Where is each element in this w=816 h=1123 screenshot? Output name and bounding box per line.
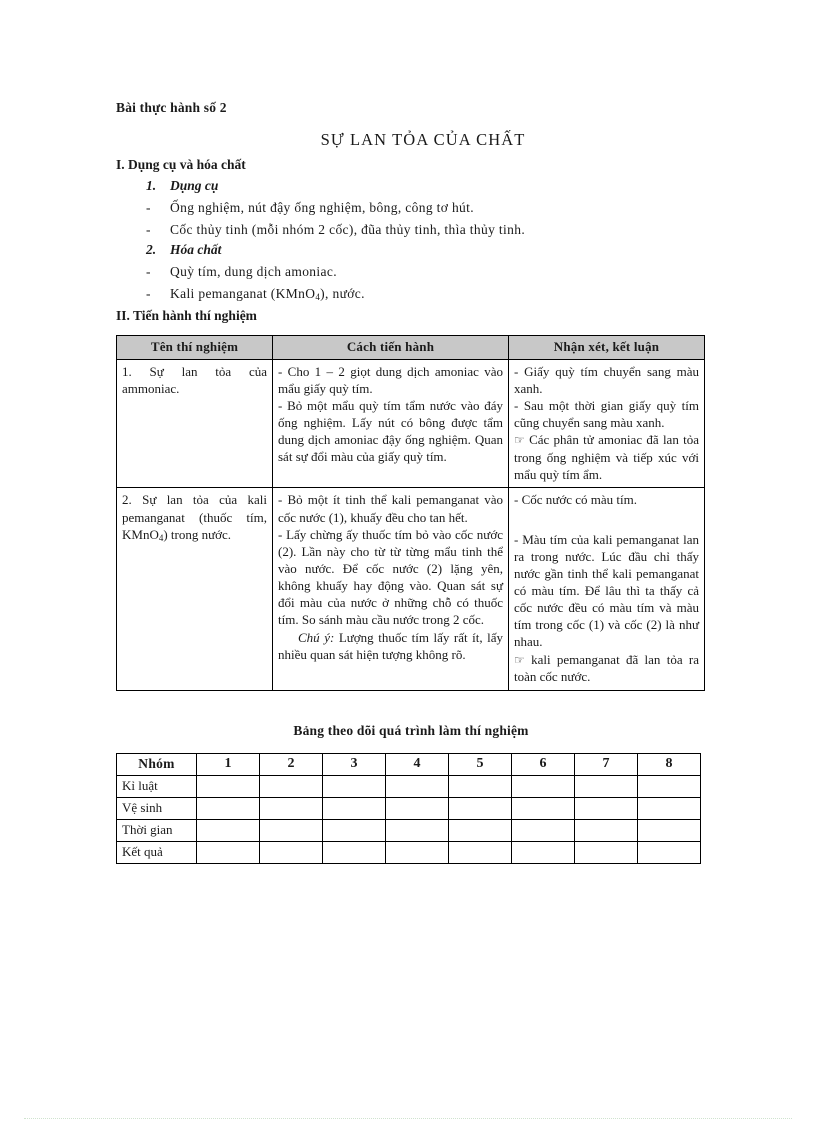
tracking-group-number: 6 (512, 753, 575, 775)
tracking-cell[interactable] (323, 819, 386, 841)
caution-line (278, 629, 503, 663)
subheading-chemicals-title: Hóa chất (170, 242, 222, 258)
list-item-text: Cốc thủy tinh (mỗi nhóm 2 cốc), đũa thủy tinh, thìa thủy tinh. (170, 221, 526, 237)
tracking-cell[interactable] (386, 775, 449, 797)
tracking-cell[interactable] (197, 819, 260, 841)
column-header-notes: Nhận xét, kết luận (509, 336, 705, 359)
tracking-cell[interactable] (449, 797, 512, 819)
list-item (116, 284, 706, 304)
tracking-cell[interactable] (323, 841, 386, 863)
subheading-chemicals (116, 241, 706, 260)
tracking-cell[interactable] (197, 775, 260, 797)
experiment-steps-cell (273, 359, 509, 488)
list-item-text-formula: Kali pemanganat (KMnO$_4$), nước. (170, 285, 365, 302)
note-text: - Cốc nước có màu tím. (514, 492, 637, 508)
table-row (117, 488, 705, 690)
tracking-cell[interactable] (260, 819, 323, 841)
list-item (116, 220, 706, 240)
tracking-group-number: 3 (323, 753, 386, 775)
caution-label: Chú ý: (298, 629, 335, 645)
bullet-dash: - (146, 264, 151, 280)
tracking-table (116, 753, 701, 864)
tracking-cell[interactable] (449, 841, 512, 863)
tracking-cell[interactable] (386, 819, 449, 841)
experiment-name-cell (117, 488, 273, 690)
subheading-apparatus-title: Dụng cụ (170, 178, 219, 194)
tracking-cell[interactable] (512, 797, 575, 819)
tracking-group-number: 8 (638, 753, 701, 775)
list-item (116, 262, 706, 282)
formula-subscript: 4 (315, 291, 321, 302)
tracking-row-label: Vệ sinh (117, 797, 197, 819)
conclusion-line (514, 651, 699, 686)
table-row (117, 775, 701, 797)
step-text: - Bỏ một mẩu quỳ tím tẩm nước vào đáy ống nghiệm. Lấy nút có bông được tẩm dung dịch amoniac đậy ống nghiệm. Quan sát sự đổi màu của giấy quỳ tím. (278, 397, 503, 465)
step-text: - Bỏ một ít tinh thể kali pemanganat vào cốc nước (1), khuấy đều cho tan hết. (278, 492, 503, 525)
tracking-cell[interactable] (512, 841, 575, 863)
step-text: - Lấy chừng ấy thuốc tím bỏ vào cốc nước (2). Lần này cho từ từ từng mẩu tinh thể vào nước. Để cốc nước (2) lặng yên, không khuấy hay động vào. Quan sát sự đổi màu của nước ở những chỗ có thuốc tím. So sánh màu cầu nước trong 2 cốc. (278, 526, 503, 628)
tracking-row-label: Kỉ luật (117, 775, 197, 797)
subheading-apparatus (116, 177, 706, 196)
list-item-text: Ống nghiệm, nút đậy ống nghiệm, bông, công tơ hút. (170, 200, 474, 216)
conclusion-text: kali pemanganat đã lan tỏa ra toàn cốc nước. (514, 651, 700, 685)
experiment-notes-cell (509, 359, 705, 488)
experiment-table (116, 335, 705, 690)
note-text: - Màu tím của kali pemanganat lan ra trong nước. Lúc đầu chỉ thấy nước gần tinh thể kali pemanganat có màu tím. Để lâu thì ta thấy cả cốc nước đều có màu tím và màu tím trong cốc (1) và cốc (2) là như nhau. (514, 531, 699, 650)
subheading-apparatus-number: 1. (146, 178, 157, 194)
worksheet-label: Bài thực hành số 2 (116, 100, 227, 115)
tracking-cell[interactable] (575, 775, 638, 797)
tracking-group-number: 5 (449, 753, 512, 775)
table-row (117, 359, 705, 488)
document-body (116, 100, 706, 864)
conclusion-text: Các phân tử amoniac đã lan tỏa trong ống nghiệm và tiếp xúc với mẩu quỳ tím ẩm. (514, 432, 699, 483)
scan-artifact-rule (24, 1118, 792, 1119)
tracking-row-label: Thời gian (117, 819, 197, 841)
section-heading-procedure: II. Tiến hành thí nghiệm (116, 308, 257, 324)
tracking-cell[interactable] (260, 775, 323, 797)
tracking-cell[interactable] (512, 775, 575, 797)
column-header-name: Tên thí nghiệm (117, 336, 273, 359)
tracking-cell[interactable] (386, 841, 449, 863)
list-item-text: Quỳ tím, dung dịch amoniac. (170, 264, 337, 280)
tracking-table-title: Bảng theo dõi quá trình làm thí nghiệm (293, 722, 529, 738)
tracking-cell[interactable] (512, 819, 575, 841)
conclusion-symbol-icon: ☞ (514, 652, 525, 667)
note-text: - Sau một thời gian giấy quỳ tím cũng chuyển sang màu xanh. (514, 397, 699, 431)
tracking-cell[interactable] (449, 819, 512, 841)
bullet-dash: - (146, 200, 151, 216)
tracking-group-number: 1 (197, 753, 260, 775)
page-title: SỰ LAN TỎA CỦA CHẤT (320, 130, 526, 150)
tracking-cell[interactable] (638, 841, 701, 863)
cell-spacer (514, 509, 699, 531)
section-heading-materials: I. Dụng cụ và hóa chất (116, 156, 246, 172)
bullet-dash: - (146, 285, 151, 301)
tracking-cell[interactable] (575, 819, 638, 841)
list-item (116, 198, 706, 218)
tracking-cell[interactable] (638, 797, 701, 819)
tracking-cell[interactable] (575, 841, 638, 863)
tracking-group-header: Nhóm (117, 753, 197, 775)
tracking-cell[interactable] (638, 819, 701, 841)
tracking-cell[interactable] (575, 797, 638, 819)
tracking-cell[interactable] (449, 775, 512, 797)
table-row (117, 841, 701, 863)
table-header-row (117, 336, 705, 359)
table-row (117, 797, 701, 819)
experiment-name-text: 1. Sự lan tỏa của ammoniac. (122, 363, 267, 396)
tracking-cell[interactable] (197, 797, 260, 819)
tracking-cell[interactable] (323, 775, 386, 797)
note-text: - Giấy quỳ tím chuyển sang màu xanh. (514, 363, 699, 396)
tracking-cell[interactable] (260, 797, 323, 819)
experiment-notes-cell (509, 488, 705, 690)
bullet-dash: - (146, 221, 151, 237)
experiment-name-cell (117, 359, 273, 488)
experiment-name-text: 2. Sự lan tỏa của kali pemanganat (thuốc tím, KMnO$_4$) trong nước. (122, 492, 267, 543)
tracking-cell[interactable] (323, 797, 386, 819)
tracking-cell[interactable] (638, 775, 701, 797)
tracking-row-label: Kết quả (117, 841, 197, 863)
experiment-steps-cell (273, 488, 509, 690)
table-row (117, 819, 701, 841)
tracking-cell[interactable] (197, 841, 260, 863)
caution-text: Lượng thuốc tím lấy rất ít, lấy nhiều quan sát hiện tượng không rõ. (278, 629, 503, 662)
tracking-cell[interactable] (386, 797, 449, 819)
formula-subscript: 4 (158, 532, 164, 543)
conclusion-line (514, 431, 699, 483)
step-text: - Cho 1 – 2 giọt dung dịch amoniac vào mẩu giấy quỳ tím. (278, 363, 503, 396)
subheading-chemicals-number: 2. (146, 242, 157, 258)
tracking-group-number: 2 (260, 753, 323, 775)
tracking-header-row (117, 753, 701, 775)
tracking-cell[interactable] (260, 841, 323, 863)
column-header-steps: Cách tiến hành (273, 336, 509, 359)
conclusion-symbol-icon: ☞ (514, 433, 525, 448)
tracking-group-number: 4 (386, 753, 449, 775)
tracking-group-number: 7 (575, 753, 638, 775)
